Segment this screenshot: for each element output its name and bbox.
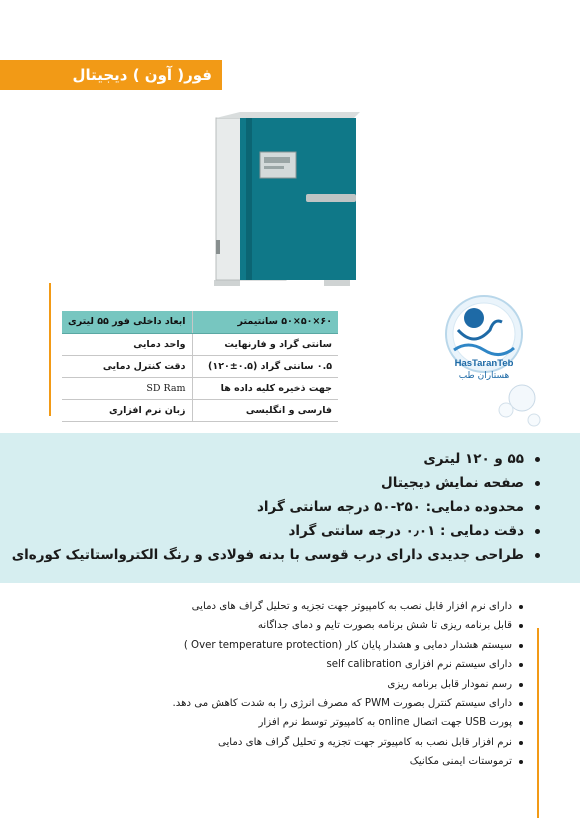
table-row [62, 355, 338, 377]
spec-key: واحد دمایی [62, 333, 192, 355]
spec-table [62, 311, 338, 422]
oven-image [206, 112, 360, 288]
logo-text-latin: HasTaranTeb [454, 358, 514, 369]
spec-key: دقت کنترل دمایی [62, 355, 192, 377]
list-item: نرم افزار قابل نصب به کامپیوتر جهت تجزیه و تحلیل گراف های دمایی [100, 733, 524, 752]
spec-value: جهت ذخیره کلیه داده ها [192, 377, 338, 399]
spec-key: ابعاد داخلی فور ۵۵ لیتری [62, 311, 192, 333]
table-row [62, 311, 338, 333]
list-item: صفحه نمایش دیجیتال [10, 471, 540, 495]
list-item: رسم نمودار قابل برنامه ریزی [100, 675, 524, 694]
table-row [62, 333, 338, 355]
accent-line [537, 628, 539, 818]
spec-value: ۰.۵ سانتی گراد (۰.۵±۱۲۰) [192, 355, 338, 377]
features-list [100, 597, 524, 772]
list-item: پورت USB جهت اتصال online به کامپیوتر توسط نرم افزار [100, 713, 524, 732]
list-item: ۵۵ و ۱۲۰ لیتری [10, 447, 540, 471]
page-title: فور( آون ) دیجیتال [0, 60, 222, 90]
list-item: دقت دمایی : ۰٫۰۱ درجه سانتی گراد [10, 519, 540, 543]
list-item: ترموستات ایمنی مکانیک [100, 752, 524, 771]
list-item: دارای سیستم کنترل بصورت PWM که مصرف انرژی را به شدت کاهش می دهد. [100, 694, 524, 713]
company-logo [428, 288, 548, 436]
spec-key: SD Ram [62, 377, 192, 399]
table-row [62, 377, 338, 399]
list-item: قابل برنامه ریزی تا شش برنامه بصورت تایم و دمای جداگانه [100, 616, 524, 635]
spec-value: سانتی گراد و فارنهایت [192, 333, 338, 355]
spec-key: زبان نرم افزاری [62, 399, 192, 421]
highlights-list [10, 447, 540, 567]
accent-line [49, 283, 51, 416]
list-item: محدوده دمایی: ۲۵۰-۵۰ درجه سانتی گراد [10, 495, 540, 519]
list-item: طراحی جدیدی دارای درب قوسی با بدنه فولادی و رنگ الکترواستاتیک کوره‌ای [10, 543, 540, 567]
spec-value: فارسی و انگلیسی [192, 399, 338, 421]
table-row [62, 399, 338, 421]
list-item: سیستم هشدار دمایی و هشدار پایان کار (Over temperature protection ) [100, 636, 524, 655]
list-item: دارای سیستم نرم افزاری self calibration [100, 655, 524, 674]
spec-value: ۶۰×۵۰×۵۰ سانتیمتر [192, 311, 338, 333]
logo-text-persian: هستاران طب [458, 371, 510, 381]
list-item: دارای نرم افزار قابل نصب به کامپیوتر جهت تجزیه و تحلیل گراف های دمایی [100, 597, 524, 616]
highlights-band [0, 433, 580, 583]
